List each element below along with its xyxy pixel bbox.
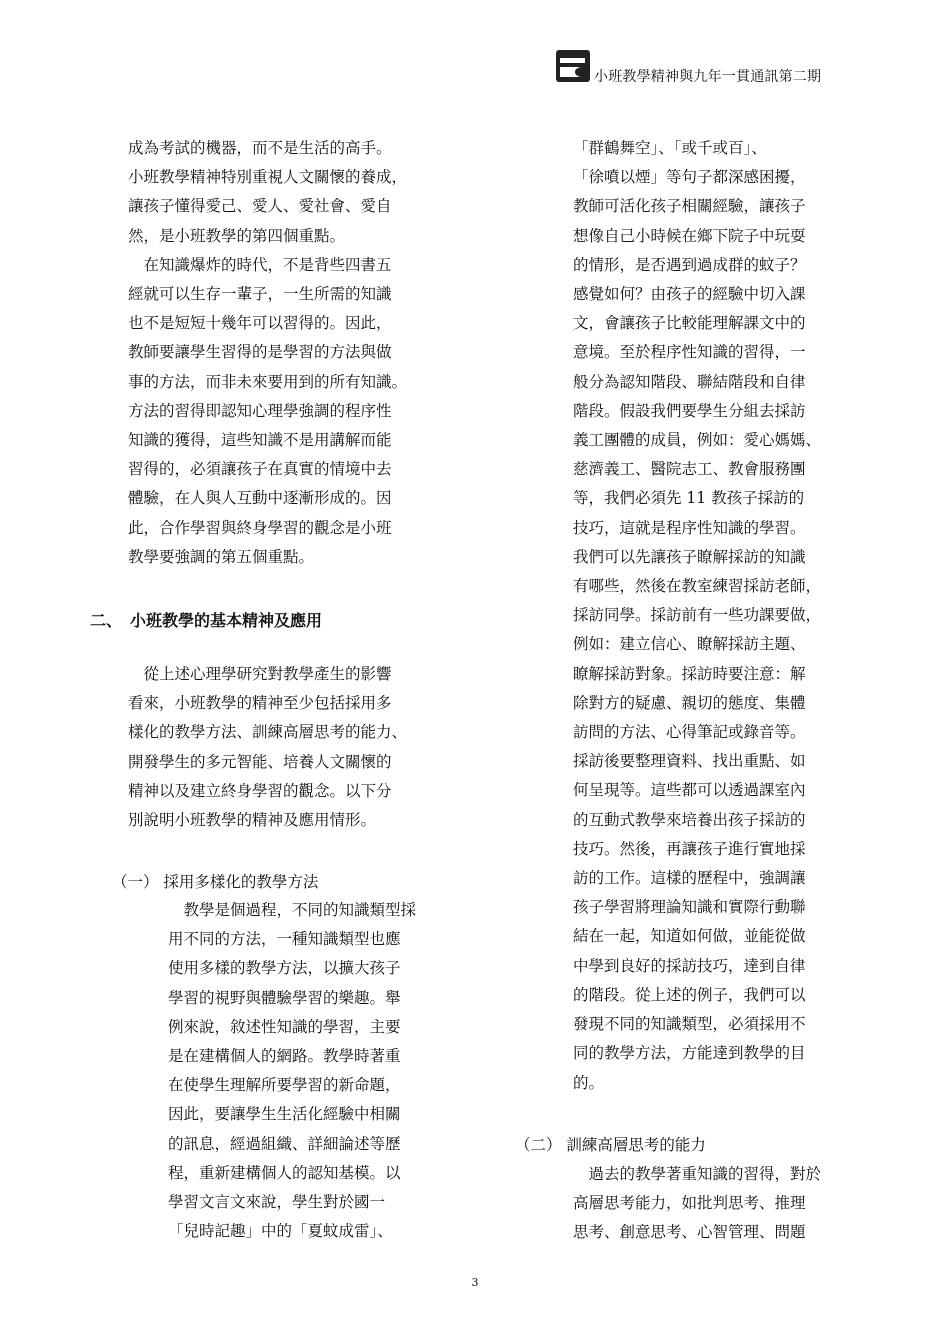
text-line: 慈濟義工、醫院志工、教會服務團 xyxy=(573,460,806,479)
text-line: 有哪些，然後在教室練習採訪老師， xyxy=(573,577,822,596)
text-line: 思考、創意思考、心智管理、問題 xyxy=(573,1223,806,1242)
text-line: 採訪後要整理資料、找出重點、如 xyxy=(573,752,806,771)
text-line: 看來，小班教學的精神至少包括採用多 xyxy=(128,694,392,713)
text-line: 學習的視野與體驗學習的樂趣。舉 xyxy=(168,988,401,1007)
text-line: 小班教學精神特別重視人文關懷的養成， xyxy=(128,168,408,187)
right-column xyxy=(573,134,821,1098)
header-title: 小班教學精神與九年一貫通訊第二期 xyxy=(594,69,822,85)
text-line: 何呈現等。這些都可以透過課室內 xyxy=(573,781,806,800)
text-line: 從上述心理學研究對教學產生的影響 xyxy=(128,665,392,683)
text-line: 感覺如何？由孩子的經驗中切入課 xyxy=(573,285,806,304)
text-line: 階段。假設我們要學生分組去採訪 xyxy=(573,401,806,420)
text-line: 發現不同的知識類型，必須採用不 xyxy=(573,1015,806,1034)
text-line: 技巧，這就是程序性知識的學習。 xyxy=(573,518,806,537)
text-line: 使用多樣的教學方法，以擴大孩子 xyxy=(168,959,401,978)
text-line: 訪的工作。這樣的歷程中，強調讓 xyxy=(573,869,806,888)
text-line: 成為考試的機器，而不是生活的高手。 xyxy=(128,139,392,157)
text-line: 高層思考能力，如批判思考、推理 xyxy=(573,1194,806,1213)
text-line: 「群鶴舞空」、「或千或百」、 xyxy=(573,139,767,157)
text-line: 的訊息，經過組織、詳細論述等歷 xyxy=(168,1134,401,1153)
text-line: 例來說，敘述性知識的學習，主要 xyxy=(168,1017,401,1036)
text-line: 例如：建立信心、瞭解採訪主題、 xyxy=(573,635,806,654)
text-line: 讓孩子懂得愛己、愛人、愛社會、愛自 xyxy=(128,197,392,216)
text-line: 般分為認知階段、聯結階段和自律 xyxy=(573,372,806,391)
text-line: 同的教學方法，方能達到教學的目 xyxy=(573,1044,806,1063)
text-line: 也不是短短十幾年可以習得的。因此， xyxy=(128,314,392,333)
text-line: 結在一起，知道如何做，並能從做 xyxy=(573,927,806,946)
text-line: 我們可以先讓孩子瞭解採訪的知識 xyxy=(573,547,806,566)
text-line: 想像自己小時候在鄉下院子中玩耍 xyxy=(573,226,806,245)
text-line: 的互動式教學來培養出孩子採訪的 xyxy=(573,810,806,829)
text-line: 樣化的教學方法、訓練高層思考的能力、 xyxy=(128,723,408,742)
text-line: 習得的，必須讓孩子在真實的情境中去 xyxy=(128,460,392,479)
text-line: 方法的習得即認知心理學強調的程序性 xyxy=(128,401,392,420)
text-line: 因此，要讓學生生活化經驗中相關 xyxy=(168,1105,401,1124)
text-line: 孩子學習將理論知識和實際行動聯 xyxy=(573,898,806,917)
text-line: 學習文言文來說，學生對於國一 xyxy=(168,1193,386,1212)
page-header xyxy=(555,46,821,86)
page-number: 3 xyxy=(471,1276,479,1289)
text-line: 文，會讓孩子比較能理解課文中的 xyxy=(573,314,806,333)
text-line: 採訪同學。採訪前有一些功課要做， xyxy=(573,606,822,625)
left-column-subsection xyxy=(168,896,416,1246)
text-line: 知識的獲得，這些知識不是用講解而能 xyxy=(128,431,392,450)
text-line: 別說明小班教學的精神及應用情形。 xyxy=(128,811,377,830)
newsletter-logo-icon xyxy=(555,49,591,83)
text-line: 在使學生理解所要學習的新命題， xyxy=(168,1076,401,1095)
text-line: 瞭解採訪對象。採訪時要注意：解 xyxy=(573,664,806,683)
text-line: 開發學生的多元智能、培養人文關懷的 xyxy=(128,752,392,771)
subsection-heading: （一） 採用多樣化的教學方法 xyxy=(112,873,319,891)
text-line: 等，我們必須先 11 教孩子採訪的 xyxy=(573,489,805,508)
text-line: 教師可活化孩子相關經驗，讓孩子 xyxy=(573,197,806,216)
text-line: 技巧。然後，再讓孩子進行實地採 xyxy=(573,839,806,858)
text-line: 的情形，是否遇到過成群的蚊子？ xyxy=(573,255,806,274)
text-line: 的。 xyxy=(573,1073,605,1092)
text-line: 經就可以生存一輩子，一生所需的知識 xyxy=(128,285,392,304)
text-line: 「兒時記趣」中的「夏蚊成雷」、 xyxy=(168,1222,393,1241)
text-line: 除對方的疑慮、親切的態度、集體 xyxy=(573,693,806,712)
text-line: 精神以及建立終身學習的觀念。以下分 xyxy=(128,781,392,800)
subsection-heading: （二） 訓練高層思考的能力 xyxy=(515,1136,706,1154)
text-line: 意境。至於程序性知識的習得，一 xyxy=(573,343,806,362)
text-line: 教學要強調的第五個重點。 xyxy=(128,547,315,566)
text-line: 體驗，在人與人互動中逐漸形成的。因 xyxy=(128,489,392,508)
text-line: 義工團體的成員，例如：愛心媽媽、 xyxy=(573,431,822,450)
text-line: 的階段。從上述的例子，我們可以 xyxy=(573,985,806,1004)
text-line: 訪問的方法、心得筆記或錄音等。 xyxy=(573,723,806,742)
text-line: 教師要讓學生習得的是學習的方法與做 xyxy=(128,343,392,362)
text-line: 然，是小班教學的第四個重點。 xyxy=(128,226,346,245)
left-column xyxy=(128,134,407,572)
left-column-section xyxy=(128,660,407,835)
text-line: 事的方法，而非未來要用到的所有知識。 xyxy=(128,372,408,391)
text-line: 教學是個過程，不同的知識類型採 xyxy=(168,901,417,919)
section-heading: 二、 小班教學的基本精神及應用 xyxy=(90,611,323,630)
text-line: 是在建構個人的網路。教學時著重 xyxy=(168,1047,401,1066)
text-line: 此，合作學習與終身學習的觀念是小班 xyxy=(128,518,392,537)
text-line: 中學到良好的採訪技巧，達到自律 xyxy=(573,956,806,975)
text-line: 「徐噴以煙」等句子都深感困擾， xyxy=(573,168,806,187)
text-line: 用不同的方法，一種知識類型也應 xyxy=(168,930,401,949)
right-column-subsection xyxy=(573,1160,821,1248)
text-line: 在知識爆炸的時代，不是背些四書五 xyxy=(128,255,392,274)
text-line: 程，重新建構個人的認知基模。以 xyxy=(168,1163,401,1182)
text-line: 過去的教學著重知識的習得，對於 xyxy=(573,1165,822,1183)
